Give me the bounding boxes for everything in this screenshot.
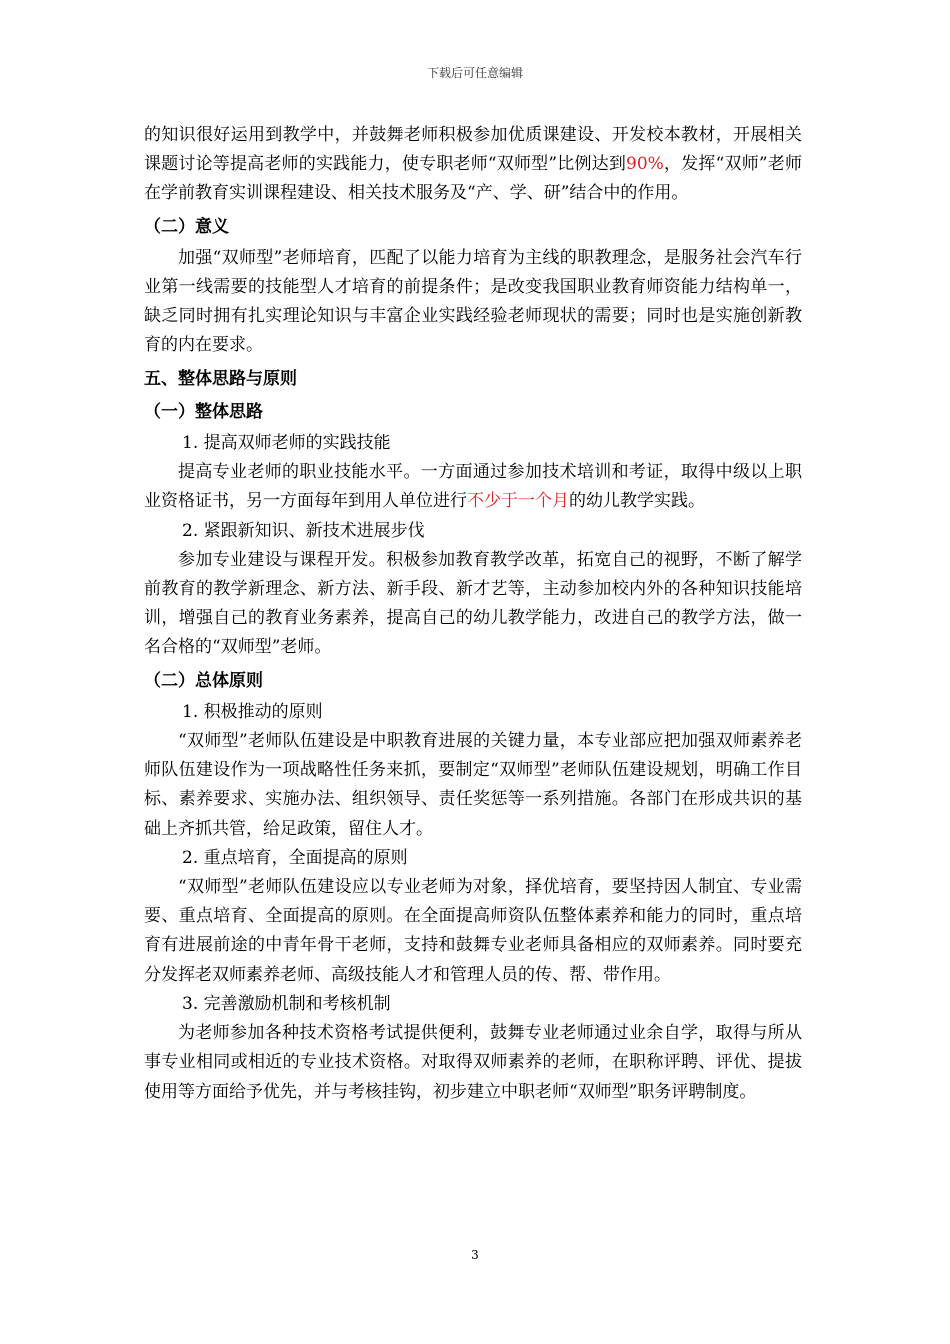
- highlight-ratio: 90%: [626, 154, 664, 175]
- page-header-note: 下载后可任意编辑: [426, 66, 523, 80]
- paragraph-principle-1: “双师型”老师队伍建设是中职教育进展的关键力量，本专业部应把加强双师素养老师队伍建设作为一项战略性任务来抓，要制定“双师型”老师队伍建设规划，明确工作目标、素养要求、实施办法、组织领导、责任奖惩等一系列措施。各部门在形成共识的基础上齐抓共管，给足政策，留住人才。: [144, 731, 802, 839]
- paragraph-principle-2: “双师型”老师队伍建设应以专业老师为对象，择优培育，要坚持因人制宜、专业需要、重点培育、全面提高的原则。在全面提高师资队伍整体素养和能力的同时，重点培育有进展前途的中青年骨干老师，支持和鼓舞专业老师具备相应的双师素养。同时要充分发挥老双师素养老师、高级技能人才和管理人员的传、帮、带作用。: [144, 877, 802, 985]
- paragraph-practice-skill: 提高专业老师的职业技能水平。一方面通过参加技术培训和考证，取得中级以上职业资格证书，另一方面每年到用人单位进行不少于一个月的幼儿教学实践。: [144, 462, 802, 512]
- list-item-principle-2: 2. 重点培育，全面提高的原则: [182, 847, 408, 868]
- heading-overall-idea: （一）整体思路: [144, 401, 263, 422]
- page-number: 3: [471, 1248, 479, 1262]
- document-body: [144, 121, 802, 1107]
- heading-section-5: 五、整体思路与原则: [144, 368, 297, 389]
- heading-general-principles: （二）总体原则: [144, 670, 263, 691]
- paragraph-principle-3: 为老师参加各种技术资格考试提供便利，鼓舞专业老师通过业余自学，取得与所从事专业相同或相近的专业技术资格。对取得双师素养的老师，在职称评聘、评优、提拔使用等方面给予优先，并与考核挂钩，初步建立中职老师“双师型”职务评聘制度。: [144, 1023, 802, 1102]
- paragraph-intro: 的知识很好运用到教学中，并鼓舞老师积极参加优质课建设、开发校本教材，开展相关课题讨论等提高老师的实践能力，使专职老师“双师型”比例达到90%，发挥“双师”老师在学前教育实训课程建设、相关技术服务及“产、学、研”结合中的作用。: [144, 125, 802, 204]
- paragraph-new-knowledge: 参加专业建设与课程开发。积极参加教育教学改革，拓宽自己的视野，不断了解学前教育的教学新理念、新方法、新手段、新才艺等，主动参加校内外的各种知识技能培训，增强自己的教育业务素养，提高自己的幼儿教学能力，改进自己的教学方法，做一名合格的“双师型”老师。: [144, 549, 802, 658]
- list-item-new-knowledge: 2. 紧跟新知识、新技术进展步伐: [182, 520, 425, 541]
- highlight-duration: 不少于一个月: [467, 491, 569, 512]
- list-item-practice-skill: 1. 提高双师老师的实践技能: [182, 433, 391, 454]
- list-item-principle-1: 1. 积极推动的原则: [182, 701, 323, 722]
- paragraph-meaning: 加强“双师型”老师培育，匹配了以能力培育为主线的职教理念，是服务社会汽车行业第一线需要的技能型人才培育的前提条件；是改变我国职业教育师资能力结构单一，缺乏同时拥有扎实理论知识与丰富企业实践经验老师现状的需要；同时也是实施创新教育的内在要求。: [144, 247, 802, 356]
- list-item-principle-3: 3. 完善激励机制和考核机制: [182, 993, 391, 1014]
- heading-meaning: （二）意义: [144, 216, 229, 237]
